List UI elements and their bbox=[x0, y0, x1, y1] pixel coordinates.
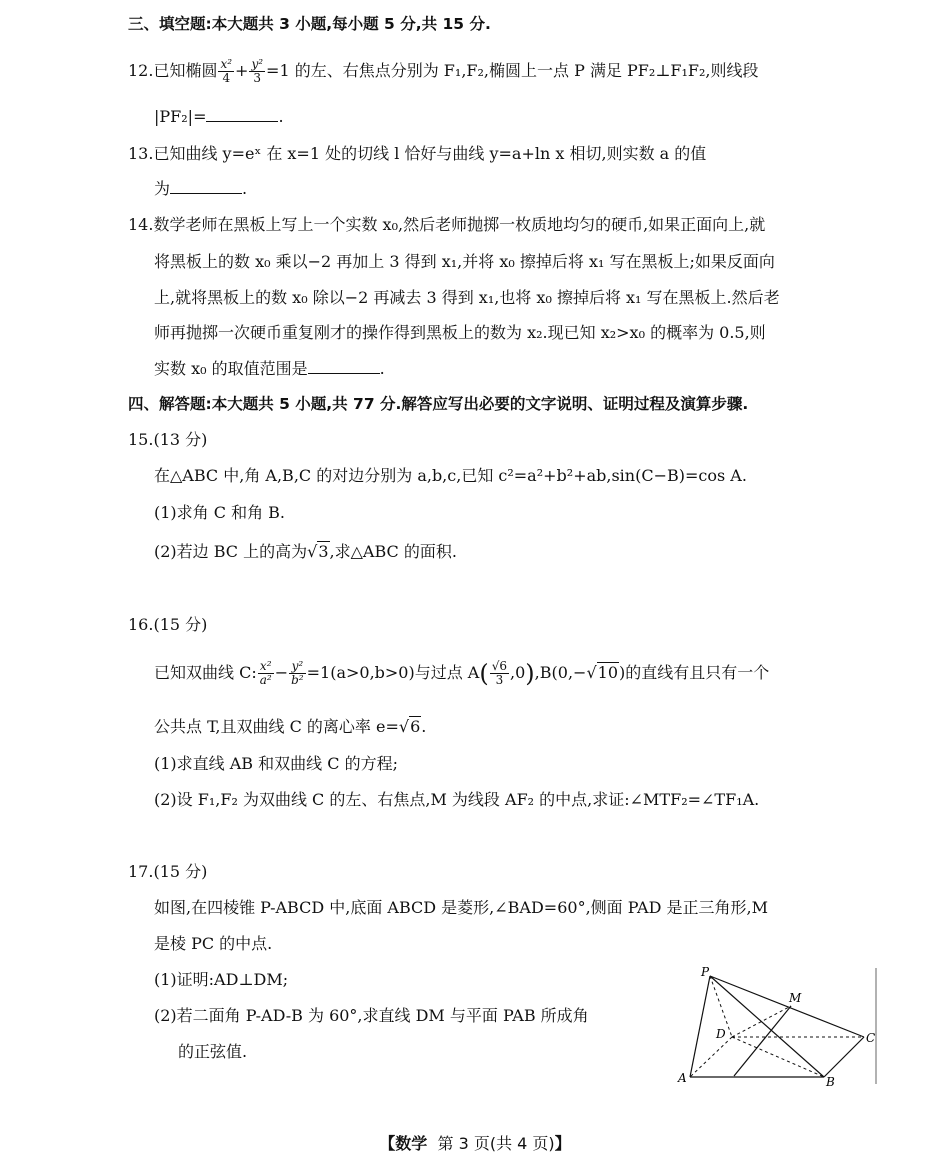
label-M: M bbox=[789, 991, 802, 1005]
q14-text-end: . bbox=[379, 359, 385, 378]
q16-part2: (2)设 F₁,F₂ 为双曲线 C 的左、右焦点,M 为线段 AF₂ 的中点,求证:∠MTF₂=∠TF₁A. bbox=[154, 790, 760, 809]
page-footer bbox=[0, 1131, 950, 1154]
sqrt-sign: √ bbox=[398, 717, 410, 736]
label-P: P bbox=[701, 965, 710, 979]
footer-left-bracket: 【 bbox=[379, 1134, 396, 1153]
pyramid-figure bbox=[674, 962, 880, 1088]
q12-frac-y-num: y² bbox=[251, 57, 264, 71]
label-D: D bbox=[716, 1027, 726, 1041]
q16-header: 16.(15 分) bbox=[128, 615, 208, 634]
segment-MA bbox=[734, 1006, 791, 1076]
label-B: B bbox=[826, 1075, 835, 1088]
q16-frac-y bbox=[289, 660, 306, 687]
sqrt-sign: √ bbox=[307, 542, 318, 561]
q16-text-2: =1(a>0,b>0)与过点 A bbox=[306, 663, 480, 682]
q12-frac-x-den: 4 bbox=[222, 71, 231, 85]
q15-part2-b: ,求△ABC 的面积. bbox=[329, 542, 457, 561]
q12-text-end: . bbox=[278, 107, 284, 126]
q14-line2: 将黑板上的数 x₀ 乘以−2 再加上 3 得到 x₁,并将 x₀ 擦掉后将 x₁ 写在黑板上;如果反面向 bbox=[154, 252, 775, 271]
q13-text-b: 为 bbox=[154, 179, 171, 198]
q14-answer-blank bbox=[308, 359, 380, 374]
q17-stem-line2: 是棱 PC 的中点. bbox=[154, 934, 273, 953]
q16-stem-line2 bbox=[154, 716, 426, 738]
q16-frac-x-den: a² bbox=[259, 673, 272, 687]
q16-part1: (1)求直线 AB 和双曲线 C 的方程; bbox=[154, 754, 398, 773]
q15-part2-a: (2)若边 BC 上的高为 bbox=[154, 542, 308, 561]
q14-text-1: 数学老师在黑板上写上一个实数 x₀,然后老师抛掷一枚质地均匀的硬币,如果正面向上,就 bbox=[153, 215, 766, 234]
q12-number: 12. bbox=[128, 61, 154, 80]
section-4-title: 四、解答题:本大题共 5 小题,共 77 分.解答应写出必要的文字说明、证明过程及演算步骤. bbox=[128, 395, 749, 413]
q13-answer-blank bbox=[170, 179, 242, 194]
footer-right-bracket: 】 bbox=[554, 1134, 571, 1153]
segment-DB bbox=[732, 1037, 824, 1077]
q13-number: 13. bbox=[128, 144, 154, 163]
q16-left-paren: ( bbox=[479, 659, 489, 688]
q16-right-paren: ) bbox=[525, 659, 535, 688]
q12-line2 bbox=[154, 106, 284, 128]
q16-text-5: )的直线有且只有一个 bbox=[619, 663, 770, 682]
footer-subject: 数学 bbox=[395, 1134, 428, 1153]
edge-PB bbox=[710, 976, 824, 1077]
q17-part2: (2)若二面角 P-AD-B 为 60°,求直线 DM 与平面 PAB 所成角 bbox=[154, 1006, 589, 1025]
q14-number: 14. bbox=[128, 215, 154, 234]
q14-line1 bbox=[128, 214, 765, 236]
q14-line3: 上,就将黑板上的数 x₀ 除以−2 再减去 3 得到 x₁,也将 x₀ 擦掉后将 x₁ 写在黑板上.然后老 bbox=[154, 288, 780, 307]
q17-stem-line1: 如图,在四棱锥 P-ABCD 中,底面 ABCD 是菱形,∠BAD=60°,侧面 PAD 是正三角形,M bbox=[154, 898, 768, 917]
label-C: C bbox=[866, 1031, 876, 1045]
q16-text-1: 已知双曲线 C: bbox=[154, 663, 257, 682]
q17-header: 17.(15 分) bbox=[128, 862, 208, 881]
q13-line2 bbox=[154, 178, 247, 200]
q16-minus: − bbox=[274, 663, 289, 682]
q15-part1: (1)求角 C 和角 B. bbox=[154, 503, 286, 522]
q16-text-3: ,0 bbox=[510, 663, 526, 682]
sqrt-sign: √ bbox=[586, 663, 597, 682]
q16-frac-a-num: √6 bbox=[491, 659, 508, 673]
q16-text-4: ,B(0,− bbox=[534, 663, 587, 682]
q16-sqrt-6: 6 bbox=[410, 717, 421, 736]
q13-line1 bbox=[128, 143, 706, 165]
q12-text-b: =1 的左、右焦点分别为 F₁,F₂,椭圆上一点 P 满足 PF₂⊥F₁F₂,则线段 bbox=[266, 61, 759, 80]
label-A: A bbox=[678, 1071, 687, 1085]
q12-frac-x bbox=[218, 58, 234, 85]
edge-PA bbox=[690, 976, 710, 1077]
q12-text-c: |PF₂|= bbox=[154, 107, 207, 126]
q13-text-a: 已知曲线 y=eˣ 在 x=1 处的切线 l 恰好与曲线 y=a+ln x 相切,则实数 a 的值 bbox=[153, 144, 707, 163]
q15-part2 bbox=[154, 541, 457, 563]
q17-part2-cont: 的正弦值. bbox=[178, 1042, 248, 1061]
q13-text-end: . bbox=[242, 179, 248, 198]
q15-sqrt-radicand: 3 bbox=[318, 542, 329, 561]
edge-PC bbox=[710, 976, 864, 1037]
section-3-title: 三、填空题:本大题共 3 小题,每小题 5 分,共 15 分. bbox=[128, 15, 491, 33]
q12-frac-y-den: 3 bbox=[253, 71, 262, 85]
q14-line4: 师再抛掷一次硬币重复刚才的操作得到黑板上的数为 x₂.现已知 x₂>x₀ 的概率为 0.5,则 bbox=[154, 323, 766, 342]
q14-line5 bbox=[154, 358, 385, 380]
q14-text-5: 实数 x₀ 的取值范围是 bbox=[154, 359, 308, 378]
footer-page: 第 3 页(共 4 页) bbox=[437, 1134, 555, 1153]
q12-answer-blank bbox=[206, 107, 278, 122]
q16-frac-a-den: 3 bbox=[495, 673, 504, 687]
q16-frac-x-num: x² bbox=[258, 660, 274, 674]
q17-part1: (1)证明:AD⊥DM; bbox=[154, 970, 289, 989]
q16-stem-line1 bbox=[154, 660, 769, 687]
q15-header: 15.(13 分) bbox=[128, 430, 208, 449]
q16-line2-b: . bbox=[421, 717, 427, 736]
q16-frac-x bbox=[258, 660, 274, 687]
q12-plus: + bbox=[235, 61, 249, 80]
q12-line1 bbox=[128, 58, 758, 85]
q12-text-a: 已知椭圆 bbox=[153, 61, 218, 80]
q16-line2-a: 公共点 T,且双曲线 C 的离心率 e= bbox=[154, 717, 399, 736]
q16-frac-y-den: b² bbox=[291, 673, 304, 687]
q16-frac-y-num: y² bbox=[289, 660, 306, 674]
edge-BC bbox=[824, 1037, 864, 1077]
q16-sqrt-10: 10 bbox=[597, 663, 618, 682]
q12-frac-x-num: x² bbox=[220, 57, 233, 71]
q12-frac-y bbox=[249, 58, 265, 85]
q15-stem: 在△ABC 中,角 A,B,C 的对边分别为 a,b,c,已知 c²=a²+b²+ab,sin(C−B)=cos A. bbox=[154, 466, 747, 485]
q16-frac-a bbox=[490, 660, 509, 687]
